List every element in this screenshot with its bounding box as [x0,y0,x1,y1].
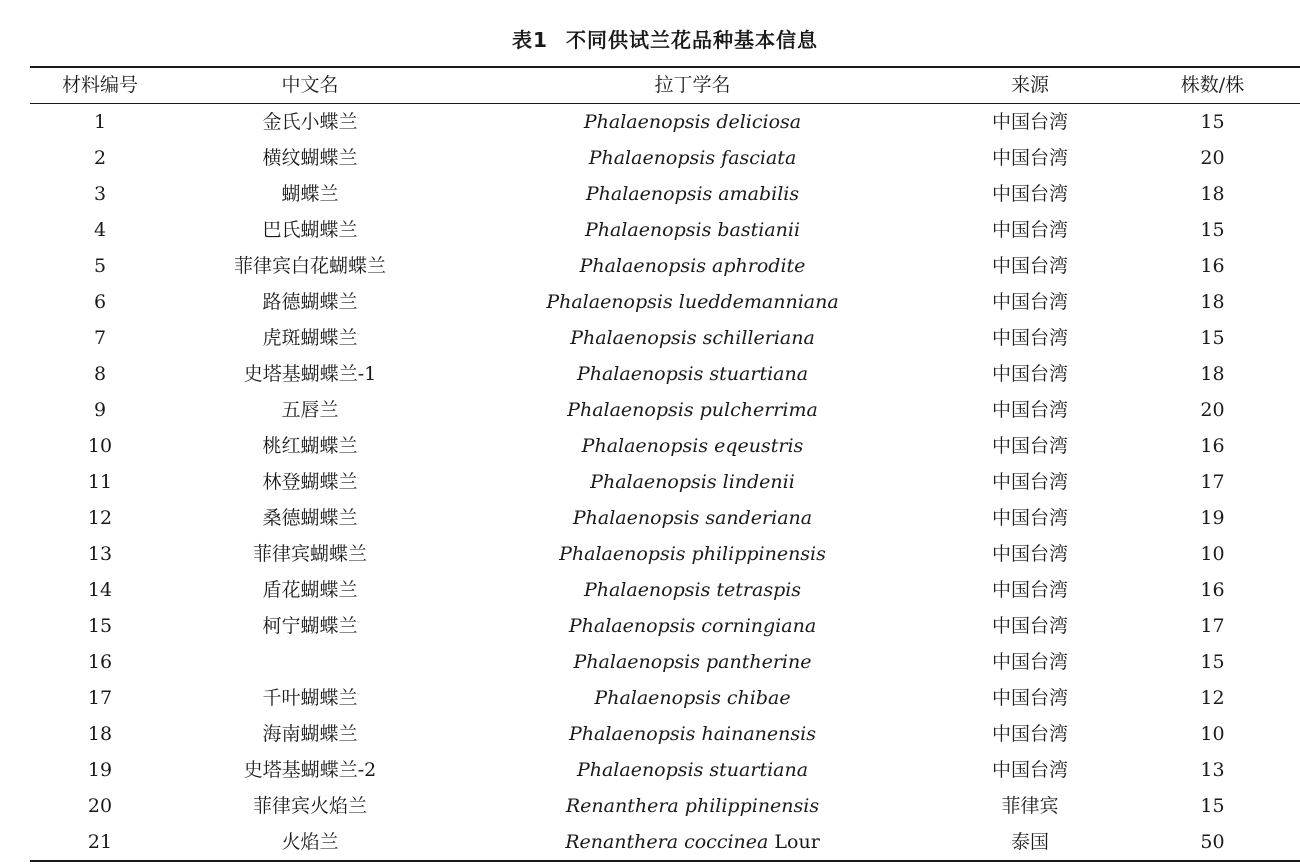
cell-origin: 中国台湾 [991,723,1068,745]
latin-binomial: Phalaenopsis chibae [594,687,791,709]
cell-origin: 中国台湾 [991,471,1068,493]
latin-binomial: Phalaenopsis fasciata [588,147,797,169]
cell-latin-name [450,428,935,464]
cell-chinese-name: 菲律宾蝴蝶兰 [252,543,367,565]
cell-origin: 中国台湾 [991,543,1068,565]
cell-latin-name [450,104,935,141]
table-row [30,608,1300,644]
cell-latin-name [450,536,935,572]
cell-chinese-name: 路德蝴蝶兰 [262,291,358,313]
table-body [30,104,1300,861]
table-row [30,320,1300,356]
cell-chinese-name: 金氏小蝶兰 [262,111,358,133]
table-row [30,428,1300,464]
header-plant-count: 株数/株 [1125,68,1300,104]
cell-chinese-name: 盾花蝴蝶兰 [262,579,358,601]
cell-material-id: 19 [87,759,113,781]
cell-material-id: 10 [87,435,113,457]
latin-binomial: Phalaenopsis bastianii [584,219,801,241]
cell-latin-name [450,356,935,392]
cell-origin: 中国台湾 [991,579,1068,601]
cell-latin-name [450,212,935,248]
table-header [30,68,1300,104]
cell-plant-count: 10 [1200,543,1225,565]
cell-plant-count: 20 [1200,399,1225,421]
table-row [30,680,1300,716]
latin-binomial: Phalaenopsis philippinensis [559,543,826,565]
table-row [30,212,1300,248]
cell-origin: 中国台湾 [991,363,1068,385]
table-row [30,248,1300,284]
latin-binomial: Phalaenopsis pulcherrima [567,399,818,421]
cell-chinese-name: 海南蝴蝶兰 [262,723,358,745]
latin-binomial: Phalaenopsis hainanensis [569,723,816,745]
latin-binomial: Phalaenopsis stuartiana [576,759,809,781]
cell-origin: 中国台湾 [991,147,1068,169]
cell-plant-count: 15 [1200,111,1225,133]
cell-material-id: 11 [87,471,113,493]
cell-material-id: 20 [87,795,113,817]
cell-latin-name [450,644,935,680]
cell-plant-count: 13 [1200,759,1225,781]
latin-binomial: Phalaenopsis tetraspis [583,579,802,601]
cell-plant-count: 16 [1200,435,1225,457]
table-title: 不同供试兰花品种基本信息 [565,28,818,52]
cell-latin-name [450,320,935,356]
latin-binomial: Phalaenopsis aphrodite [579,255,806,277]
cell-chinese-name: 蝴蝶兰 [281,183,339,205]
cell-plant-count: 18 [1200,291,1225,313]
cell-origin: 中国台湾 [991,255,1068,277]
cell-latin-name [450,464,935,500]
cell-chinese-name: 林登蝴蝶兰 [262,471,358,493]
cell-material-id: 7 [93,327,107,349]
table-row [30,824,1300,860]
cell-material-id: 8 [93,363,107,385]
latin-binomial: Renanthera philippinensis [565,795,820,817]
cell-latin-name [450,248,935,284]
latin-binomial: Phalaenopsis lindenii [590,471,795,493]
latin-binomial: Phalaenopsis amabilis [585,183,800,205]
cell-latin-name [450,140,935,176]
table-number: 表1 [512,28,548,52]
cell-origin: 中国台湾 [991,399,1068,421]
cell-plant-count: 16 [1200,255,1225,277]
cell-chinese-name: 柯宁蝴蝶兰 [262,615,358,637]
cell-plant-count: 16 [1200,579,1225,601]
cell-origin: 中国台湾 [991,615,1068,637]
latin-binomial: Phalaenopsis schilleriana [570,327,815,349]
cell-material-id: 1 [93,111,107,133]
latin-binomial: Phalaenopsis eqeustris [581,435,804,457]
cell-latin-name [450,680,935,716]
header-origin: 来源 [935,68,1125,104]
cell-material-id: 3 [93,183,107,205]
header-chinese-name: 中文名 [170,68,450,104]
cell-origin: 中国台湾 [991,327,1068,349]
cell-origin: 中国台湾 [991,651,1068,673]
latin-binomial: Phalaenopsis lueddemanniana [546,291,839,313]
cell-latin-name [450,176,935,212]
table-caption [0,24,1300,56]
cell-material-id: 9 [93,399,107,421]
cell-material-id: 4 [93,219,107,241]
cell-latin-name [450,824,935,860]
latin-binomial: Phalaenopsis pantherine [573,651,812,673]
cell-plant-count: 18 [1200,183,1225,205]
table-row [30,752,1300,788]
cell-material-id: 2 [93,147,107,169]
header-row [30,68,1300,104]
cell-origin: 中国台湾 [991,507,1068,529]
cell-chinese-name: 史塔基蝴蝶兰-1 [243,363,377,385]
cell-chinese-name: 菲律宾火焰兰 [252,795,367,817]
table-row [30,536,1300,572]
cell-latin-name [450,392,935,428]
cell-origin: 中国台湾 [991,183,1068,205]
cell-chinese-name: 五唇兰 [281,399,339,421]
table-row [30,500,1300,536]
cell-plant-count: 50 [1200,831,1225,853]
cell-material-id: 21 [87,831,113,853]
cell-chinese-name: 菲律宾白花蝴蝶兰 [233,255,386,277]
latin-binomial: Phalaenopsis sanderiana [572,507,813,529]
cell-material-id: 18 [87,723,113,745]
header-material-id: 材料编号 [30,68,170,104]
cell-chinese-name: 虎斑蝴蝶兰 [262,327,358,349]
table-row [30,356,1300,392]
cell-chinese-name: 千叶蝴蝶兰 [262,687,358,709]
cell-material-id: 6 [93,291,107,313]
cell-chinese-name: 火焰兰 [281,831,339,853]
cell-material-id: 16 [87,651,113,673]
cell-plant-count: 15 [1200,327,1225,349]
cell-plant-count: 15 [1200,219,1225,241]
cell-origin: 中国台湾 [991,111,1068,133]
table-row [30,788,1300,824]
cell-chinese-name [170,644,450,680]
cell-material-id: 14 [87,579,113,601]
cell-plant-count: 18 [1200,363,1225,385]
latin-binomial: Phalaenopsis deliciosa [583,111,802,133]
cell-origin: 中国台湾 [991,219,1068,241]
species-table [30,68,1300,860]
cell-plant-count: 15 [1200,651,1225,673]
cell-origin: 中国台湾 [991,291,1068,313]
cell-plant-count: 17 [1200,615,1225,637]
header-latin-name: 拉丁学名 [450,68,935,104]
cell-plant-count: 19 [1200,507,1225,529]
table-row [30,464,1300,500]
table-row [30,140,1300,176]
cell-origin: 中国台湾 [991,687,1068,709]
cell-plant-count: 17 [1200,471,1225,493]
cell-material-id: 17 [87,687,113,709]
cell-origin: 中国台湾 [991,759,1068,781]
bottom-rule [30,860,1300,862]
table-row [30,644,1300,680]
cell-material-id: 5 [93,255,107,277]
cell-chinese-name: 桃红蝴蝶兰 [262,435,358,457]
cell-chinese-name: 巴氏蝴蝶兰 [262,219,358,241]
table-row [30,572,1300,608]
cell-origin: 中国台湾 [991,435,1068,457]
cell-origin: 菲律宾 [1001,795,1059,817]
cell-latin-name [450,716,935,752]
cell-chinese-name: 史塔基蝴蝶兰-2 [243,759,377,781]
latin-binomial: Renanthera coccinea [565,831,769,853]
latin-author: Lour [774,831,820,853]
cell-plant-count: 15 [1200,795,1225,817]
cell-latin-name [450,284,935,320]
cell-material-id: 13 [87,543,113,565]
cell-plant-count: 10 [1200,723,1225,745]
cell-plant-count: 20 [1200,147,1225,169]
cell-latin-name [450,752,935,788]
table-row [30,176,1300,212]
cell-latin-name [450,572,935,608]
table-row [30,284,1300,320]
cell-chinese-name: 桑德蝴蝶兰 [262,507,358,529]
table-row [30,716,1300,752]
cell-latin-name [450,500,935,536]
cell-latin-name [450,608,935,644]
latin-binomial: Phalaenopsis corningiana [568,615,817,637]
table-row [30,104,1300,141]
cell-chinese-name: 横纹蝴蝶兰 [262,147,358,169]
cell-origin: 泰国 [1010,831,1049,853]
cell-latin-name [450,788,935,824]
table-row [30,392,1300,428]
cell-plant-count: 12 [1200,687,1225,709]
latin-binomial: Phalaenopsis stuartiana [576,363,809,385]
cell-material-id: 12 [87,507,113,529]
cell-material-id: 15 [87,615,113,637]
